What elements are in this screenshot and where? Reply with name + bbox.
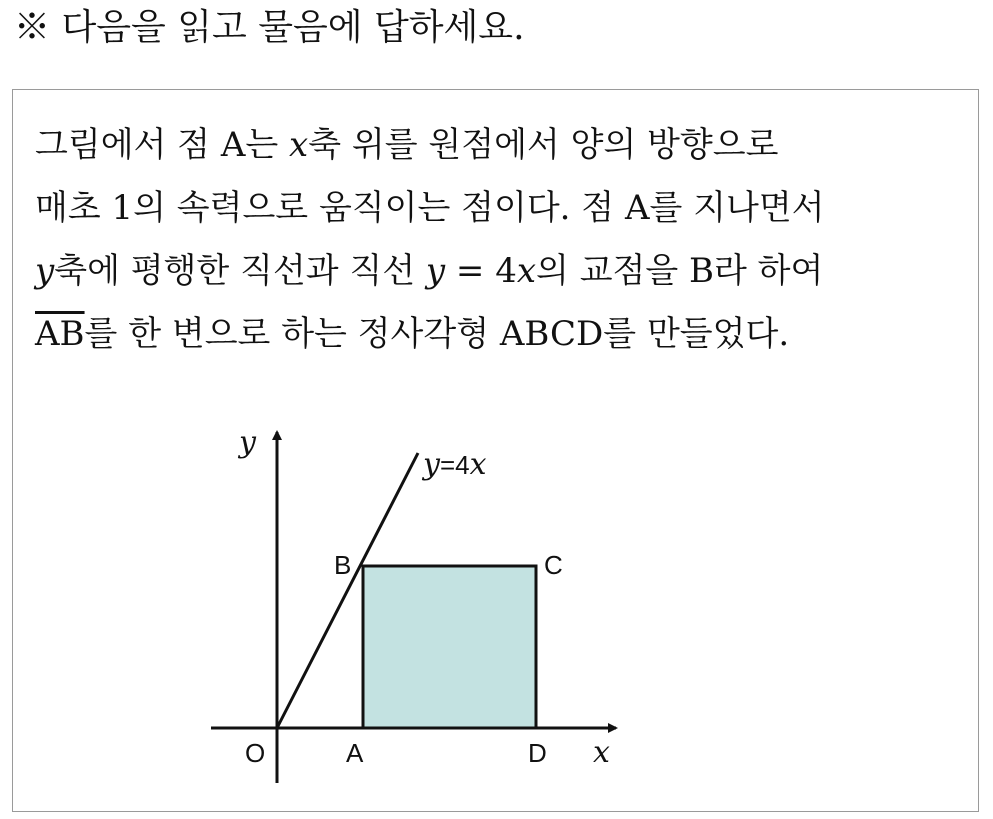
point-label-a: A <box>346 738 364 768</box>
square-abcd <box>363 566 536 728</box>
line1-text-b: 축 위를 원점에서 양의 방향으로 <box>308 125 779 165</box>
point-label-o: O <box>245 738 266 768</box>
line2-text: 매초 1의 속력으로 움직이는 점이다. 점 A를 지나면서 <box>35 188 825 228</box>
line1-var-x: x <box>289 125 309 165</box>
point-label-c: C <box>544 550 563 580</box>
equation-y: y <box>425 251 446 291</box>
instruction-text: ※ 다음을 읽고 물음에 답하세요. <box>14 7 525 48</box>
line-label-x: x <box>469 447 487 482</box>
line3-text-a: 축에 평행한 직선과 직선 <box>54 251 426 291</box>
point-label-b: B <box>334 550 352 580</box>
line-label <box>421 447 487 482</box>
x-axis-label: x <box>593 735 610 770</box>
line-label-y: y <box>423 447 440 482</box>
equation-mid: = 4 <box>445 251 517 291</box>
line-label-mid: =4 <box>439 450 470 480</box>
line3-var-y: y <box>35 251 55 291</box>
line1-text-a: 그림에서 점 A는 <box>35 125 290 165</box>
problem-box <box>12 89 979 812</box>
coordinate-figure <box>13 90 978 811</box>
point-label-d: D <box>528 738 547 768</box>
line3-text-b: 의 교점을 B라 하여 <box>536 251 824 291</box>
equation-x: x <box>516 251 537 291</box>
line4-text: 를 한 변으로 하는 정사각형 ABCD를 만들었다. <box>84 314 790 354</box>
y-axis-label: y <box>239 425 256 460</box>
segment-ab: $\overline{AB}$ <box>35 314 85 354</box>
